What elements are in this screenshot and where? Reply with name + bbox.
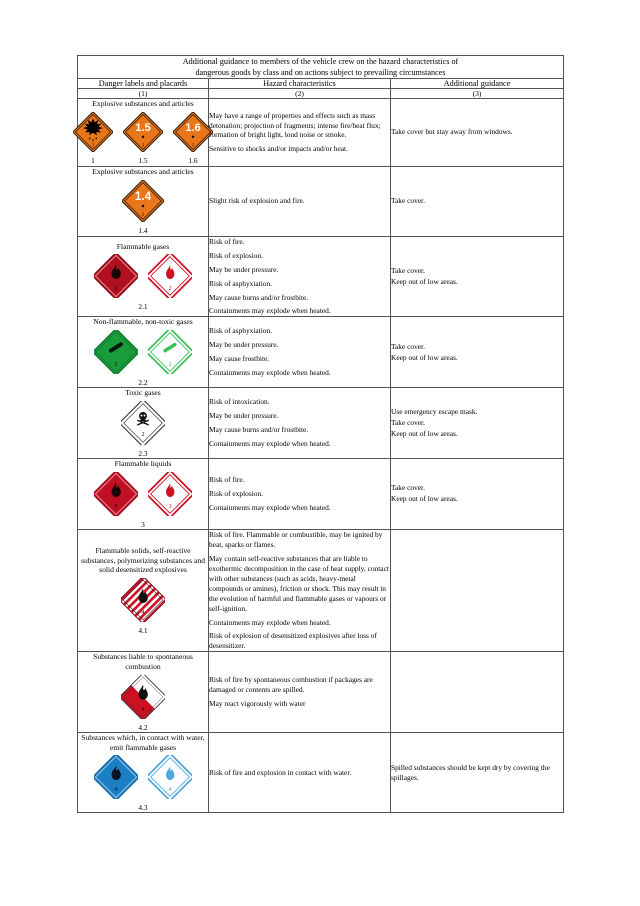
svg-text:3: 3 [114, 503, 118, 510]
placard-class-number: 1.4 [138, 225, 148, 235]
placard-class-number: 1.5 [138, 155, 148, 165]
hazard-text: Risk of fire. Flammable or combustible, may be ignited by heat, sparks or flames. [209, 529, 383, 549]
hazard-text: Risk of asphyxiation. [209, 326, 273, 336]
hazard-text: May be under pressure. [209, 264, 279, 274]
table-title-row [78, 56, 564, 79]
additional-guidance-cell [391, 388, 564, 459]
toxic-gas-placard-icon [121, 401, 165, 445]
explosive-15-placard-icon [123, 112, 163, 152]
danger-label-cell [78, 458, 209, 529]
hazard-text: Sensitive to shocks and/or impacts and/or heat. [209, 144, 348, 154]
table-row [78, 652, 564, 732]
svg-text:1.6: 1.6 [185, 122, 201, 135]
header-hazard-characteristics: Hazard characteristics [209, 79, 391, 89]
hazard-text: Risk of intoxication. [209, 397, 270, 407]
flammable-solid-placard-icon [121, 578, 165, 622]
header-additional-guidance: Additional guidance [391, 79, 564, 89]
svg-text:1.4: 1.4 [134, 189, 152, 203]
hazard-class-label: Explosive substances and articles [92, 99, 194, 109]
svg-text:2: 2 [114, 362, 118, 369]
hazard-class-label: Flammable solids, self-reactive substances, polymerizing substances and solid desensitized explosives [80, 545, 205, 575]
hazard-text: Risk of asphyxiation. [209, 278, 273, 288]
guidance-text: Keep out of low areas. [391, 277, 458, 287]
hazard-class-label: Flammable liquids [114, 458, 172, 468]
placard-class-number: 2.2 [138, 378, 148, 388]
spontaneous-combustion-placard-icon [121, 675, 165, 719]
guidance-text: Keep out of low areas. [391, 352, 458, 362]
additional-guidance-cell [391, 732, 564, 812]
hazard-class-label: Substances liable to spontaneous combustion [93, 652, 193, 672]
svg-text:2: 2 [114, 286, 118, 293]
additional-guidance-cell [391, 236, 564, 317]
hazard-text: May cause frostbite. [209, 354, 270, 364]
explosive-16-placard-icon [173, 112, 213, 152]
flammable-liquid-solid-placard-icon [94, 472, 138, 516]
additional-guidance-cell [391, 652, 564, 732]
hazard-guidance-table [77, 55, 564, 813]
placard-group [78, 472, 208, 516]
flammable-gas-outline-placard-icon [148, 254, 192, 298]
hazard-text: Containments may explode when heated. [209, 617, 331, 627]
placard-item [123, 112, 163, 165]
guidance-text: Keep out of low areas. [391, 494, 458, 504]
additional-guidance-cell [391, 99, 564, 167]
hazard-characteristics-cell [209, 458, 391, 529]
guidance-text: Take cover. [391, 196, 425, 206]
hazard-class-label: Substances which, in contact with water, emit flammable gases [81, 732, 205, 752]
placard-group [78, 330, 208, 374]
table-row [78, 99, 564, 167]
placard-class-number: 4.3 [138, 803, 148, 813]
hazard-characteristics-cell [209, 99, 391, 167]
table-row [78, 317, 564, 388]
additional-guidance-cell [391, 529, 564, 652]
guidance-text: Spilled substances should be kept dry by covering the spillages. [391, 762, 550, 782]
hazard-characteristics-cell [209, 652, 391, 732]
svg-text:1: 1 [191, 142, 195, 149]
hazard-text: Containments may explode when heated. [209, 502, 331, 512]
hazard-text: Containments may explode when heated. [209, 306, 331, 316]
placard-class-number: 2.3 [138, 448, 148, 458]
flammable-liquid-outline-placard-icon [148, 472, 192, 516]
table-column-number-row [78, 89, 564, 99]
hazard-characteristics-cell [209, 236, 391, 317]
hazard-text: May have a range of properties and effects such as mass detonation; projection of fragments; intense fire/heat flux; formation of bright light, loud noise or smoke. [209, 110, 381, 140]
table-title [78, 56, 564, 79]
placard-item [173, 112, 213, 165]
svg-text:1: 1 [141, 211, 145, 218]
hazard-characteristics-cell [209, 732, 391, 812]
hazard-characteristics-cell [209, 317, 391, 388]
water-reactive-outline-placard-icon [148, 755, 192, 799]
hazard-text: Risk of explosion of desensitized explosives after loss of desensitizer. [209, 631, 377, 651]
placard-group [78, 401, 208, 445]
placard-group [78, 180, 208, 235]
table-row [78, 458, 564, 529]
hazard-text: May cause burns and/or frostbite. [209, 425, 309, 435]
flammable-gas-solid-placard-icon [94, 254, 138, 298]
svg-text:2: 2 [141, 432, 145, 439]
placard-class-number: 2.1 [138, 302, 148, 312]
svg-text:4: 4 [168, 787, 172, 794]
column-number-3: (3) [391, 89, 564, 99]
hazard-text: Risk of fire. [209, 236, 245, 246]
hazard-text: Containments may explode when heated. [209, 368, 331, 378]
hazard-text: May react vigorously with water [209, 699, 306, 709]
guidance-text: Use emergency escape mask. [391, 407, 478, 417]
danger-label-cell [78, 99, 209, 167]
water-reactive-solid-placard-icon [94, 755, 138, 799]
hazard-text: Risk of fire by spontaneous combustion if packages are damaged or contents are spilled. [209, 675, 373, 695]
table-title-line1: Additional guidance to members of the vehicle crew on the hazard characteristics of [182, 57, 459, 66]
hazard-characteristics-cell [209, 529, 391, 652]
placard-group [78, 675, 208, 719]
guidance-text: Keep out of low areas. [391, 429, 458, 439]
hazard-class-label: Toxic gases [125, 388, 161, 398]
hazard-class-label: Flammable gases [116, 241, 170, 251]
svg-text:4: 4 [141, 610, 145, 617]
svg-text:1: 1 [91, 142, 95, 149]
additional-guidance-cell [391, 317, 564, 388]
placard-item [73, 112, 113, 165]
table-title-line2: dangerous goods by class and on actions subject to prevailing circumstances [195, 68, 446, 78]
hazard-class-label: Non-flammable, non-toxic gases [93, 317, 193, 327]
explosive-burst-placard-icon [73, 112, 113, 152]
placard-group [78, 755, 208, 799]
danger-label-cell [78, 388, 209, 459]
hazard-text: Risk of fire and explosion in contact with water. [209, 767, 352, 777]
placard-group [78, 254, 208, 298]
guidance-text: Take cover but stay away from windows. [391, 127, 513, 137]
danger-label-cell [78, 652, 209, 732]
hazard-text: Risk of fire. [209, 474, 245, 484]
hazard-characteristics-cell [209, 166, 391, 236]
table-row [78, 732, 564, 812]
hazard-text: May cause burns and/or frostbite. [209, 292, 309, 302]
table-row [78, 166, 564, 236]
hazard-text: May be under pressure. [209, 411, 279, 421]
hazard-text: Containments may explode when heated. [209, 439, 331, 449]
placard-class-number: 3 [141, 519, 145, 529]
hazard-text: Slight risk of explosion and fire. [209, 196, 305, 206]
placard-class-number: 1 [91, 155, 95, 165]
header-danger-labels: Danger labels and placards [78, 79, 209, 89]
table-row [78, 388, 564, 459]
hazard-text: May be under pressure. [209, 340, 279, 350]
explosive-14-placard-icon [122, 180, 164, 222]
svg-text:4: 4 [141, 706, 145, 713]
svg-text:4: 4 [114, 787, 118, 794]
svg-text:1: 1 [141, 142, 145, 149]
danger-label-cell [78, 732, 209, 812]
nonflammable-gas-solid-placard-icon [94, 330, 138, 374]
hazard-text: Risk of explosion. [209, 488, 263, 498]
placard-class-number: 1.6 [188, 155, 198, 165]
svg-text:2: 2 [168, 362, 172, 369]
hazard-text: May contain self-reactive substances that are liable to exothermic decomposition in the case of heat supply, contact with other substances (such as acids, heavy-metal compounds or amines), friction or shock. This may result in the evolution of harmful and flammable gases or vapours or self-ignition. [209, 553, 389, 613]
guidance-text: Take cover. [391, 341, 425, 351]
danger-label-cell [78, 529, 209, 652]
guidance-text: Take cover. [391, 266, 425, 276]
table-header-row [78, 79, 564, 89]
nonflammable-gas-outline-placard-icon [148, 330, 192, 374]
column-number-1: (1) [78, 89, 209, 99]
danger-label-cell [78, 317, 209, 388]
hazard-text: Risk of explosion. [209, 250, 263, 260]
table-row [78, 529, 564, 652]
additional-guidance-cell [391, 166, 564, 236]
placard-class-number: 4.2 [138, 722, 148, 732]
placard-class-number: 4.1 [138, 626, 148, 636]
placard-group [78, 112, 208, 165]
guidance-text: Take cover. [391, 418, 425, 428]
placard-item [122, 180, 164, 235]
danger-label-cell [78, 236, 209, 317]
additional-guidance-cell [391, 458, 564, 529]
placard-group [78, 578, 208, 622]
svg-text:2: 2 [168, 286, 172, 293]
table-row [78, 236, 564, 317]
guidance-text: Take cover. [391, 483, 425, 493]
danger-label-cell [78, 166, 209, 236]
hazard-class-label: Explosive substances and articles [92, 166, 194, 176]
hazard-characteristics-cell [209, 388, 391, 459]
column-number-2: (2) [209, 89, 391, 99]
svg-text:1.5: 1.5 [135, 122, 151, 135]
svg-text:3: 3 [168, 503, 172, 510]
